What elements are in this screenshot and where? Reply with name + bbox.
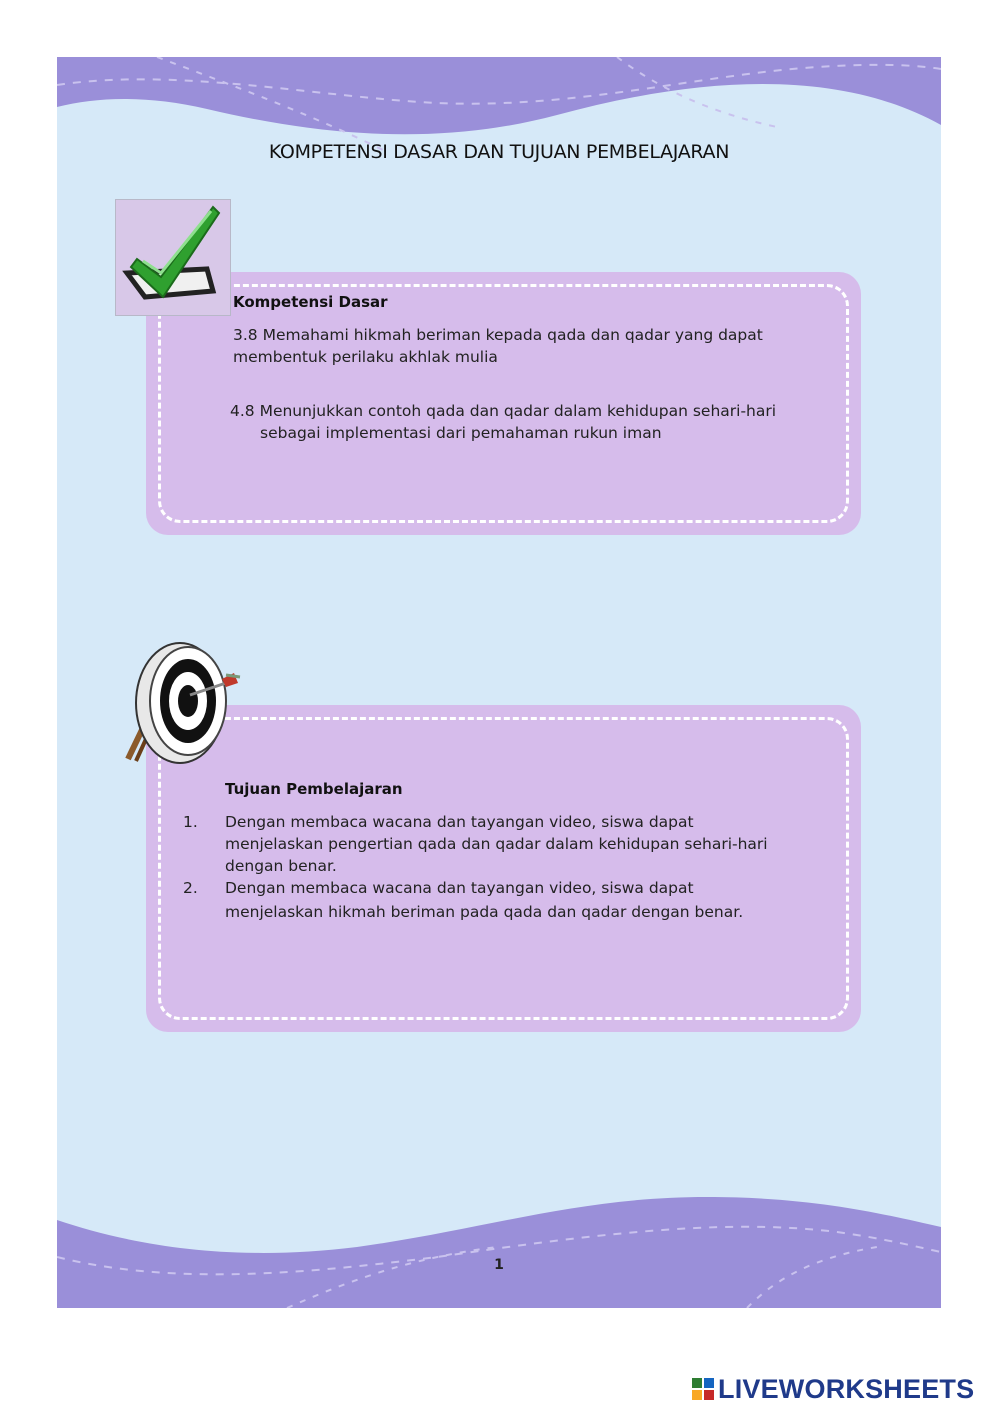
kompetensi-item-2-line-2: sebagai implementasi dari pemahaman rukun iman [260, 424, 662, 442]
tujuan-pembelajaran-heading: Tujuan Pembelajaran [225, 780, 403, 798]
kompetensi-dasar-heading: Kompetensi Dasar [233, 293, 388, 311]
worksheet-page [57, 57, 941, 1308]
kompetensi-item-2-line-1: 4.8 Menunjukkan contoh qada dan qadar dalam kehidupan sehari-hari [230, 402, 777, 420]
checkmark-checkbox-icon [115, 199, 233, 317]
list-item-number: 1. [183, 813, 198, 831]
kompetensi-item-1-line-1: 3.8 Memahami hikmah beriman kepada qada dan qadar yang dapat [233, 326, 763, 344]
page-number: 1 [494, 1257, 504, 1273]
list-item-line: menjelaskan hikmah beriman pada qada dan qadar dengan benar. [225, 903, 744, 921]
page-title: KOMPETENSI DASAR DAN TUJUAN PEMBELAJARAN [268, 141, 730, 163]
liveworksheets-logo-icon [692, 1378, 714, 1400]
list-item-line: Dengan membaca wacana dan tayangan video, siswa dapat [225, 879, 694, 897]
list-item-line: Dengan membaca wacana dan tayangan video, siswa dapat [225, 813, 694, 831]
list-item-line: menjelaskan pengertian qada dan qadar dalam kehidupan sehari-hari [225, 835, 768, 853]
liveworksheets-branding [692, 1374, 974, 1404]
list-item-number: 2. [183, 879, 198, 897]
kompetensi-item-1-line-2: membentuk perilaku akhlak mulia [233, 348, 498, 366]
brand-text: LIVEWORKSHEETS [718, 1373, 975, 1404]
archery-target-icon [114, 639, 249, 769]
list-item-line: dengan benar. [225, 857, 337, 875]
